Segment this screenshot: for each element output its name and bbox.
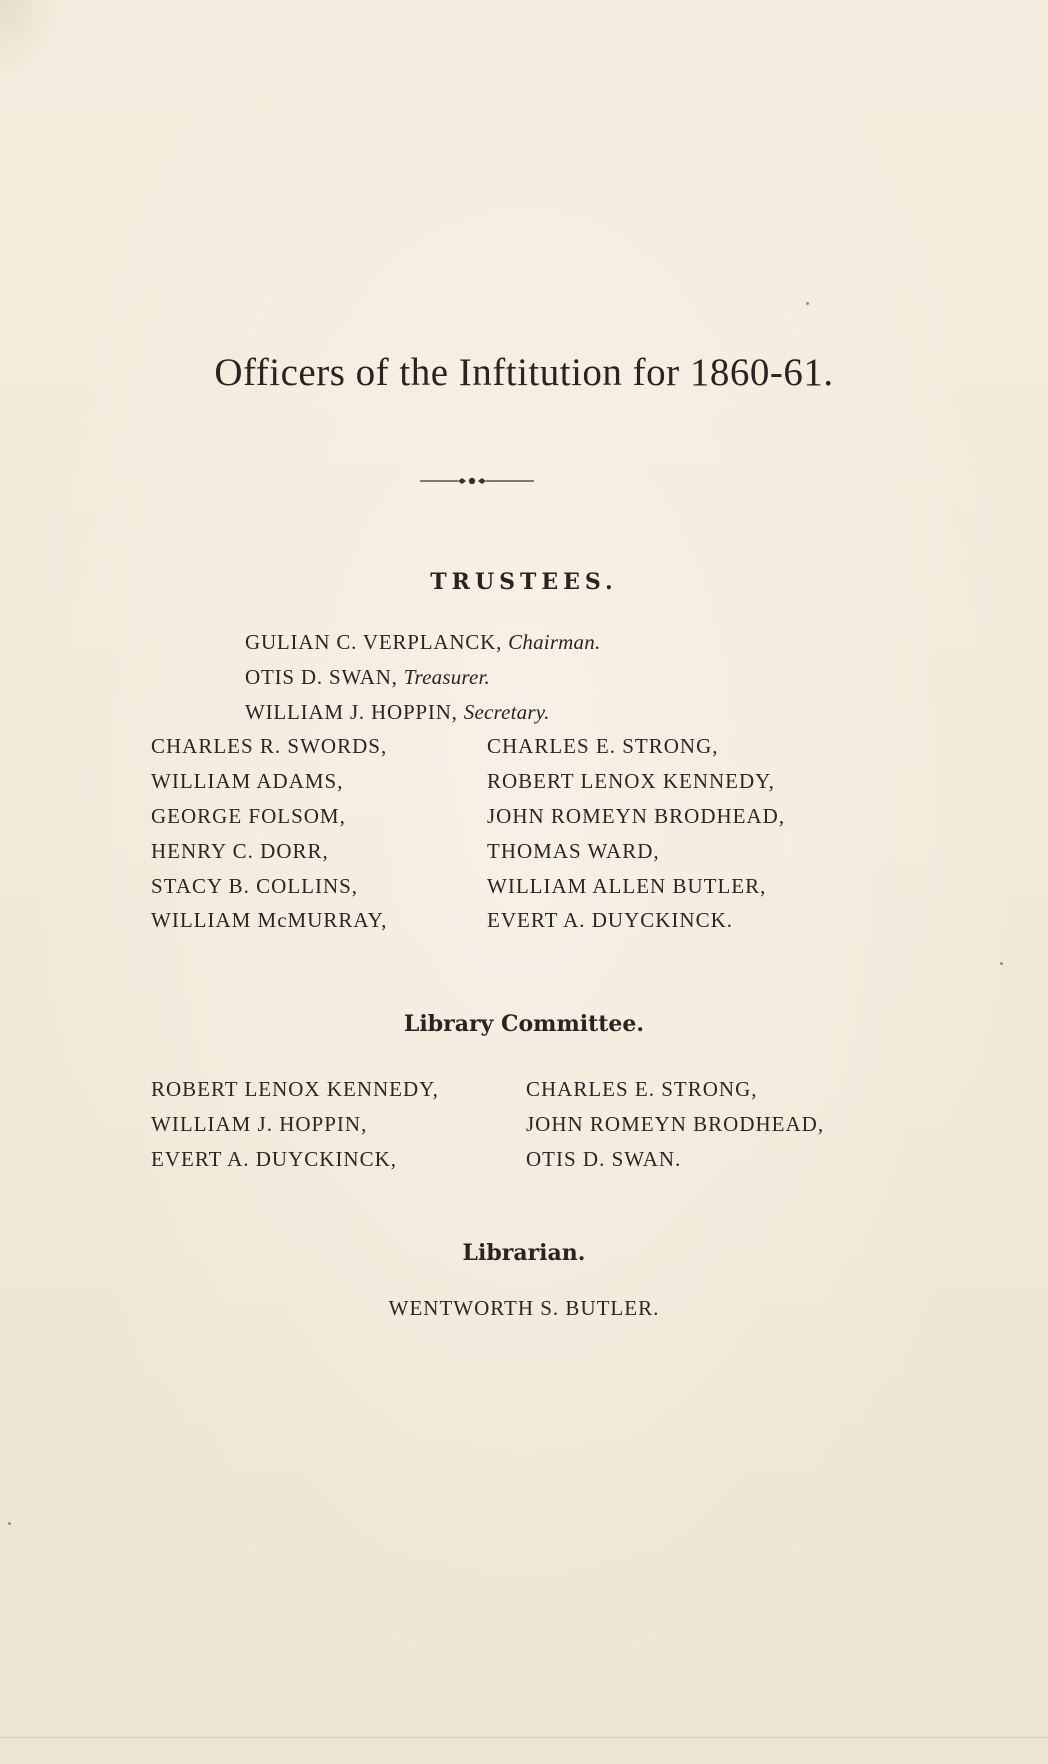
trustee-name: GEORGE FOLSOM, <box>151 804 346 828</box>
officer-name: WILLIAM J. HOPPIN, <box>245 700 464 724</box>
officer-secretary <box>245 700 550 725</box>
paper-speck <box>1000 962 1003 965</box>
trustee-name: CHARLES R. SWORDS, <box>151 734 388 758</box>
trustee-name: WILLIAM ADAMS, <box>151 769 344 793</box>
committee-member-name: OTIS D. SWAN. <box>526 1147 682 1171</box>
officer-role: Treasurer. <box>403 665 491 689</box>
librarian-heading: Librarian. <box>462 1240 586 1266</box>
trustees-heading: TRUSTEES. <box>430 569 618 595</box>
committee-member-name: EVERT A. DUYCKINCK, <box>151 1147 398 1171</box>
trustee-name: WILLIAM McMURRAY, <box>151 908 388 932</box>
officer-name: GULIAN C. VERPLANCK, <box>245 630 509 654</box>
officer-name: OTIS D. SWAN, <box>245 665 404 689</box>
library-committee-heading: Library Committee. <box>403 1011 645 1037</box>
trustee-name: WILLIAM ALLEN BUTLER, <box>487 874 767 898</box>
trustee-name: JOHN ROMEYN BRODHEAD, <box>487 804 786 828</box>
trustee-name: STACY B. COLLINS, <box>151 874 359 898</box>
committee-member-name: CHARLES E. STRONG, <box>526 1077 758 1101</box>
trustee-name: EVERT A. DUYCKINCK. <box>487 908 734 932</box>
officer-role: Secretary. <box>463 700 550 724</box>
committee-member-name: JOHN ROMEYN BRODHEAD, <box>526 1112 825 1136</box>
trustee-name: HENRY C. DORR, <box>151 839 329 863</box>
librarian-name: WENTWORTH S. BUTLER. <box>388 1296 660 1320</box>
committee-member-name: ROBERT LENOX KENNEDY, <box>151 1077 439 1101</box>
paper-speck <box>8 1522 11 1525</box>
committee-member-name: WILLIAM J. HOPPIN, <box>151 1112 368 1136</box>
ornament-divider-icon <box>420 474 534 488</box>
officer-role: Chairman. <box>508 630 601 654</box>
trustee-name: CHARLES E. STRONG, <box>487 734 719 758</box>
page-corner-shadow <box>0 0 60 80</box>
page-title: Officers of the Inftitution for 1860-61. <box>214 351 834 394</box>
paper-speck <box>806 302 809 305</box>
trustee-name: THOMAS WARD, <box>487 839 660 863</box>
page-edge-line <box>0 1737 1048 1738</box>
trustee-name: ROBERT LENOX KENNEDY, <box>487 769 775 793</box>
officer-chairman <box>245 630 600 655</box>
officer-treasurer <box>245 665 490 690</box>
